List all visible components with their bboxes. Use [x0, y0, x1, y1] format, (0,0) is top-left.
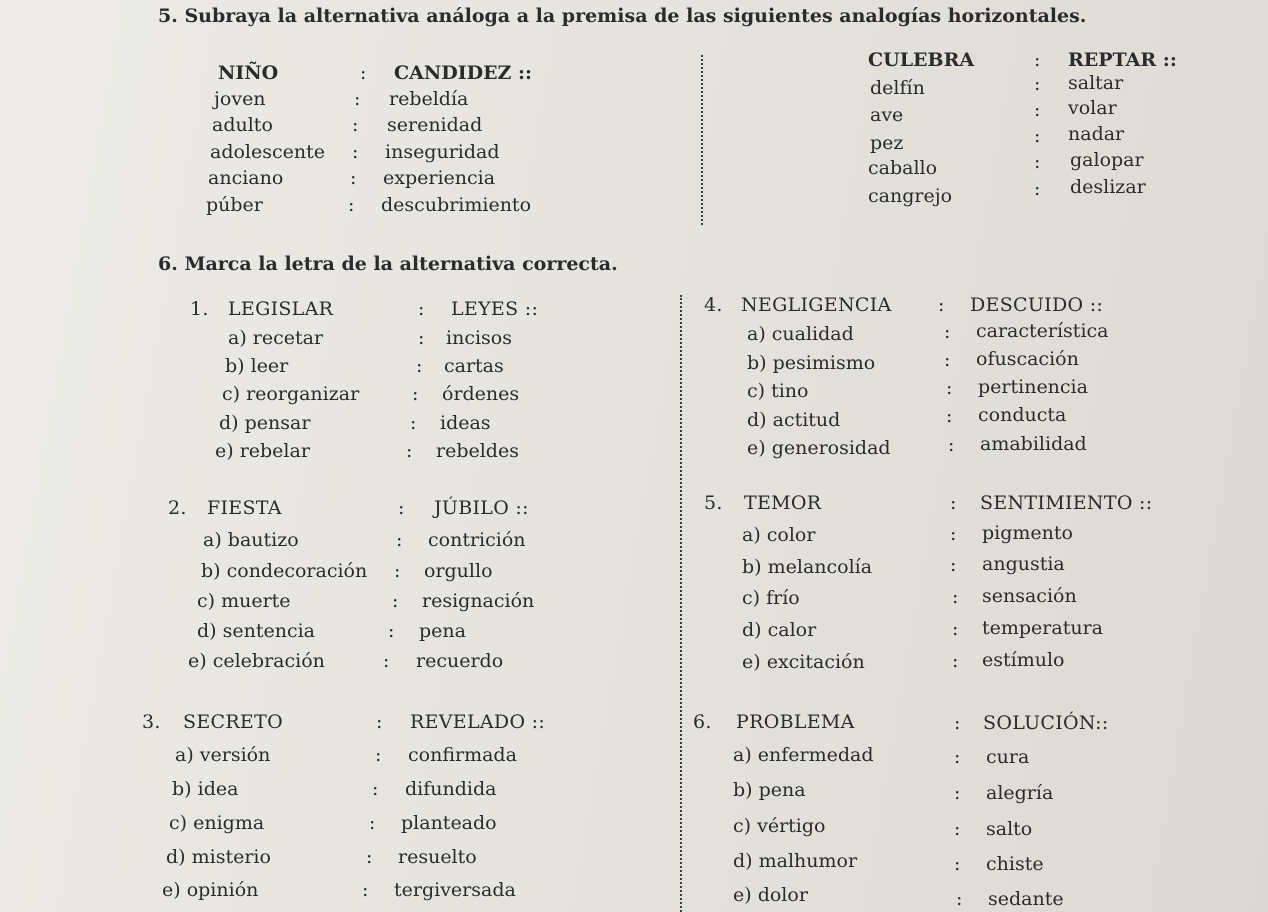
item4-premise-sep: :: [938, 294, 945, 316]
item1-premise-a: LEGISLAR: [228, 298, 334, 320]
item1-option-c-sep: :: [412, 383, 419, 405]
item2-option-e-b[interactable]: recuerdo: [416, 650, 504, 672]
item5-option-e-sep: :: [952, 650, 959, 672]
item3-option-c-b[interactable]: planteado: [401, 812, 497, 834]
item5-option-e[interactable]: e) excitación: [742, 651, 865, 673]
item3-option-d-b[interactable]: resuelto: [398, 846, 477, 868]
item3-option-d-sep: :: [366, 846, 373, 868]
item1-option-d-sep: :: [410, 412, 417, 434]
q5-right-opt5-b[interactable]: deslizar: [1070, 176, 1146, 198]
item2-option-e[interactable]: e) celebración: [188, 650, 325, 672]
item2-option-b-b[interactable]: orgullo: [424, 560, 493, 582]
item5-premise-sep: :: [950, 492, 957, 514]
q5-left-premise-a: NIÑO: [218, 62, 279, 84]
q5-left-opt4-a[interactable]: anciano: [208, 167, 284, 189]
q5-left-opt1-sep: :: [354, 88, 361, 110]
item2-option-b-sep: :: [394, 560, 401, 582]
q5-left-opt3-a[interactable]: adolescente: [210, 141, 326, 163]
q5-right-premise-a: CULEBRA: [868, 49, 975, 71]
item1-option-d[interactable]: d) pensar: [219, 412, 311, 434]
q5-right-opt5-sep: :: [1034, 178, 1041, 200]
item6-option-a-sep: :: [954, 746, 961, 768]
item5-option-c-sep: :: [952, 586, 959, 608]
item4-premise-a: NEGLIGENCIA: [741, 294, 892, 316]
q5-left-premise-b: CANDIDEZ ::: [394, 62, 533, 84]
item2-option-c-b[interactable]: resignación: [422, 590, 535, 612]
q5-left-opt1-b[interactable]: rebeldía: [389, 88, 469, 110]
q5-right-opt2-sep: :: [1034, 99, 1041, 121]
item5-option-c[interactable]: c) frío: [742, 587, 800, 609]
item3-option-b-sep: :: [372, 778, 379, 800]
item1-option-e-sep: :: [406, 440, 413, 462]
item5-option-d[interactable]: d) calor: [742, 619, 817, 641]
item3-premise-sep: :: [376, 711, 383, 733]
item6-number: 6.: [693, 711, 712, 733]
item3-option-a-b[interactable]: confirmada: [408, 744, 517, 766]
item4-option-b-sep: :: [944, 349, 951, 371]
item5-number: 5.: [704, 492, 723, 514]
item6-premise-a: PROBLEMA: [736, 711, 855, 733]
item4-option-a[interactable]: a) cualidad: [747, 323, 854, 345]
q5-left-premise-sep: :: [360, 62, 367, 84]
q5-left-opt2-a[interactable]: adulto: [212, 114, 273, 136]
q5-right-opt4-b[interactable]: galopar: [1070, 149, 1144, 171]
item6-option-a[interactable]: a) enfermedad: [733, 744, 874, 766]
item1-premise-sep: :: [418, 298, 425, 320]
item6-option-b-b[interactable]: alegría: [986, 782, 1054, 804]
item3-option-b-b[interactable]: difundida: [405, 778, 497, 800]
item2-number: 2.: [168, 497, 187, 519]
item1-option-b-sep: :: [416, 355, 423, 377]
q5-right-opt1-a[interactable]: delfín: [870, 77, 925, 99]
item5-option-c-b[interactable]: sensación: [982, 585, 1077, 607]
item3-option-b[interactable]: b) idea: [172, 778, 239, 800]
item3-option-a[interactable]: a) versión: [175, 744, 271, 766]
item4-premise-b: DESCUIDO ::: [970, 294, 1104, 316]
q5-left-opt2-sep: :: [352, 114, 359, 136]
item6-option-d-sep: :: [954, 853, 961, 875]
item1-option-a[interactable]: a) recetar: [228, 327, 324, 349]
q5-left-opt2-b[interactable]: serenidad: [387, 114, 483, 136]
q5-right-opt2-b[interactable]: volar: [1068, 97, 1117, 119]
item4-option-c-b[interactable]: pertinencia: [978, 376, 1088, 398]
q5-right-opt1-sep: :: [1034, 73, 1041, 95]
item3-option-e-sep: :: [362, 879, 369, 901]
item5-option-a[interactable]: a) color: [742, 524, 816, 546]
q6-divider: [680, 295, 682, 912]
item2-option-e-sep: :: [383, 650, 390, 672]
item1-premise-b: LEYES ::: [451, 298, 539, 320]
item4-option-b[interactable]: b) pesimismo: [747, 352, 876, 374]
item6-option-e-b[interactable]: sedante: [988, 888, 1064, 910]
item1-option-c[interactable]: c) reorganizar: [222, 383, 360, 405]
item5-option-a-sep: :: [950, 523, 957, 545]
item4-option-a-sep: :: [944, 321, 951, 343]
item6-option-b[interactable]: b) pena: [733, 779, 806, 801]
item3-option-e[interactable]: e) opinión: [162, 879, 259, 901]
item5-option-d-sep: :: [952, 618, 959, 640]
item6-option-a-b[interactable]: cura: [986, 746, 1030, 768]
item2-premise-a: FIESTA: [207, 497, 282, 519]
item6-option-b-sep: :: [954, 782, 961, 804]
item1-option-e-b[interactable]: rebeldes: [436, 440, 519, 462]
item1-option-e[interactable]: e) rebelar: [215, 440, 310, 462]
q6-instruction: 6. Marca la letra de la alternativa correcta.: [158, 253, 618, 275]
item6-option-c-b[interactable]: salto: [986, 818, 1033, 840]
item6-option-d-b[interactable]: chiste: [986, 853, 1044, 875]
item1-option-a-b[interactable]: incisos: [446, 327, 512, 349]
item6-option-e-sep: :: [956, 888, 963, 910]
q5-right-opt5-a[interactable]: cangrejo: [868, 185, 953, 207]
item6-premise-sep: :: [954, 712, 961, 734]
item5-option-d-b[interactable]: temperatura: [982, 617, 1103, 639]
item5-option-b-sep: :: [950, 554, 957, 576]
item1-option-c-b[interactable]: órdenes: [442, 383, 520, 405]
q5-right-opt1-b[interactable]: saltar: [1068, 72, 1124, 94]
item5-option-e-b[interactable]: estímulo: [982, 649, 1065, 671]
q5-left-opt4-sep: :: [350, 167, 357, 189]
q5-instruction: 5. Subraya la alternativa análoga a la premisa de las siguientes analogías horizontales.: [158, 5, 1087, 27]
q5-right-opt4-a[interactable]: caballo: [868, 157, 938, 179]
q5-right-opt4-sep: :: [1034, 151, 1041, 173]
q5-right-premise-b: REPTAR ::: [1068, 49, 1177, 71]
item4-option-e-b[interactable]: amabilidad: [980, 433, 1087, 455]
item2-option-a[interactable]: a) bautizo: [203, 529, 299, 551]
item5-premise-b: SENTIMIENTO ::: [980, 492, 1153, 514]
item3-premise-a: SECRETO: [183, 711, 283, 733]
item3-option-e-b[interactable]: tergiversada: [394, 879, 516, 901]
item3-option-c-sep: :: [369, 812, 376, 834]
item1-option-d-b[interactable]: ideas: [440, 412, 491, 434]
q5-left-opt5-a[interactable]: púber: [206, 194, 263, 216]
item6-option-e[interactable]: e) dolor: [733, 884, 808, 906]
q5-divider: [701, 55, 703, 225]
q5-left-opt5-b[interactable]: descubrimiento: [381, 194, 532, 216]
q5-right-opt2-a[interactable]: ave: [870, 104, 904, 126]
item2-option-d-sep: :: [388, 620, 395, 642]
item5-option-b-b[interactable]: angustia: [982, 553, 1065, 575]
item4-option-d-sep: :: [946, 405, 953, 427]
q5-right-premise-sep: :: [1034, 49, 1041, 71]
q5-left-opt3-b[interactable]: inseguridad: [385, 141, 500, 163]
item4-option-a-b[interactable]: característica: [976, 320, 1109, 342]
item3-option-c[interactable]: c) enigma: [169, 812, 265, 834]
item1-option-b[interactable]: b) leer: [225, 355, 289, 377]
item1-option-a-sep: :: [418, 327, 425, 349]
item2-option-d[interactable]: d) sentencia: [197, 620, 316, 642]
item3-option-d[interactable]: d) misterio: [166, 846, 271, 868]
item4-number: 4.: [704, 294, 723, 316]
item5-option-a-b[interactable]: pigmento: [982, 522, 1073, 544]
item4-option-d-b[interactable]: conducta: [978, 404, 1067, 426]
item4-option-d[interactable]: d) actitud: [747, 409, 841, 431]
item4-option-c[interactable]: c) tino: [747, 380, 809, 402]
item6-option-c-sep: :: [954, 818, 961, 840]
item2-option-a-b[interactable]: contrición: [428, 529, 526, 551]
q5-left-opt4-b[interactable]: experiencia: [383, 167, 496, 189]
item3-option-a-sep: :: [375, 744, 382, 766]
item2-option-c[interactable]: c) muerte: [197, 590, 291, 612]
q5-right-opt3-sep: :: [1034, 125, 1041, 147]
item5-option-b[interactable]: b) melancolía: [742, 556, 873, 578]
item3-premise-b: REVELADO ::: [410, 711, 546, 733]
item5-premise-a: TEMOR: [744, 492, 822, 514]
q5-right-opt3-a[interactable]: pez: [870, 132, 904, 154]
item3-number: 3.: [142, 711, 161, 733]
item4-option-b-b[interactable]: ofuscación: [976, 348, 1079, 370]
item2-option-d-b[interactable]: pena: [419, 620, 466, 642]
q5-left-opt1-a[interactable]: joven: [214, 88, 266, 110]
item1-option-b-b[interactable]: cartas: [444, 355, 504, 377]
item2-premise-sep: :: [398, 497, 405, 519]
item2-option-c-sep: :: [392, 590, 399, 612]
item6-option-c[interactable]: c) vértigo: [733, 815, 826, 837]
item4-option-e-sep: :: [948, 434, 955, 456]
item1-number: 1.: [190, 298, 209, 320]
item4-option-e[interactable]: e) generosidad: [747, 437, 891, 459]
item6-premise-b: SOLUCIÓN::: [983, 712, 1109, 734]
item2-option-a-sep: :: [396, 529, 403, 551]
item2-option-b[interactable]: b) condecoración: [201, 560, 368, 582]
q5-left-opt3-sep: :: [352, 141, 359, 163]
item2-premise-b: JÚBILO ::: [434, 497, 529, 519]
q5-right-opt3-b[interactable]: nadar: [1068, 123, 1125, 145]
q5-left-opt5-sep: :: [348, 194, 355, 216]
item6-option-d[interactable]: d) malhumor: [733, 850, 858, 872]
item4-option-c-sep: :: [946, 377, 953, 399]
